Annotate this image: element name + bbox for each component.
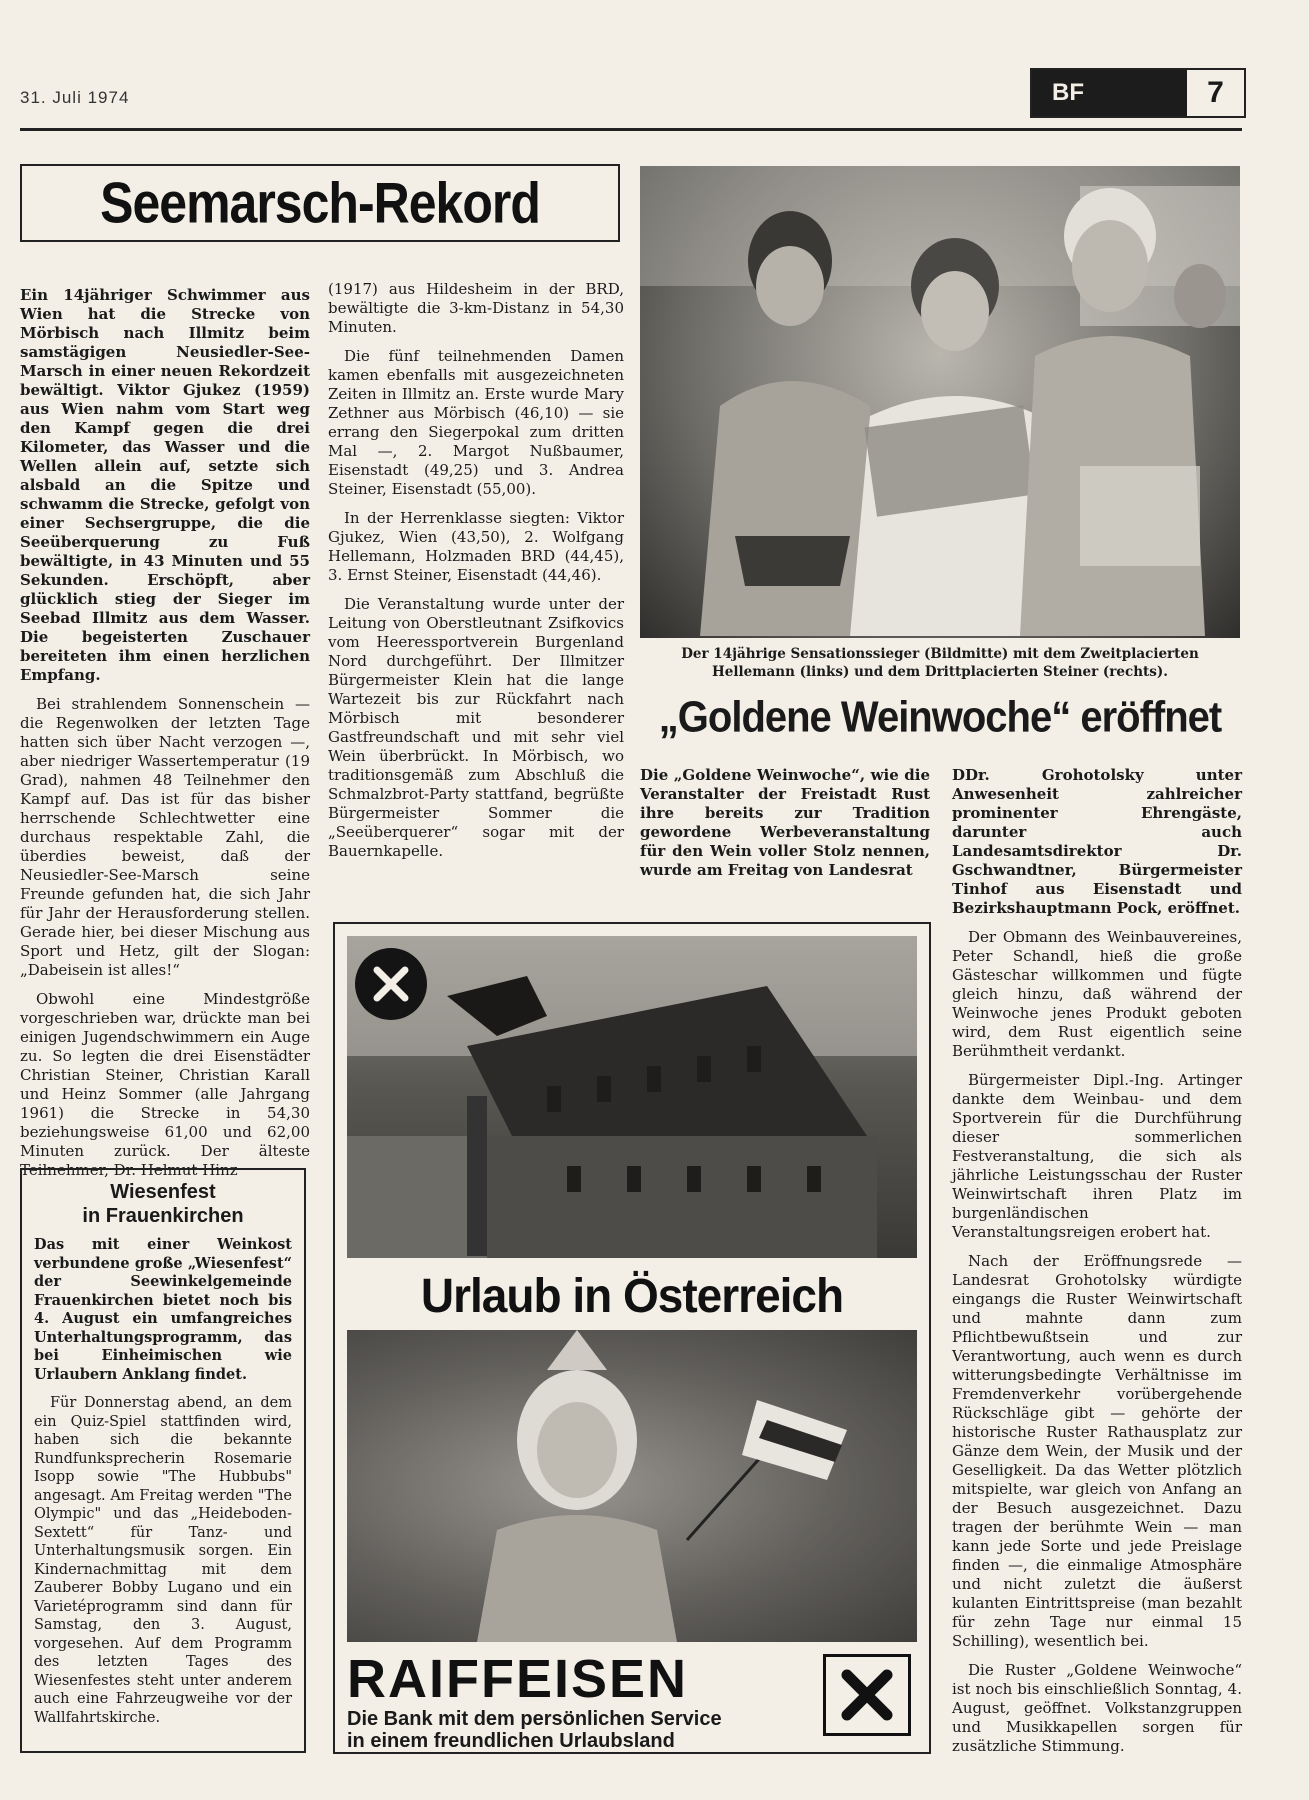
ad-title: Urlaub in Österreich (420, 1267, 844, 1323)
bank-slogan-line1: Die Bank mit dem persönlichen Service (347, 1708, 722, 1730)
girl-illustration (347, 1330, 917, 1642)
article2-lead-col1: Die „Goldene Weinwoche“, wie die Veranstalter der Freistadt Rust ihre bereits zur Tradition gewordene Werbeveranstaltung für den Wein voller Stolz nennen, wurde am Freitag von Landesrat (640, 766, 930, 879)
article-headline: Seemarsch-Rekord (100, 170, 540, 236)
wiesenfest-title-line1: Wiesenfest (110, 1181, 216, 1203)
section-label: BF (1032, 70, 1187, 116)
article-paragraph: Bürgermeister Dipl.-Ing. Artinger dankte dem Weinbau- und dem Sportverein für die Durchführung dieser sommerlichen Festveranstaltung, die sich als jährliche Leistungsschau der Ruster Weinwirtschaft ihren Platz im burgenländischen Veranstaltungsreigen erobert hat. (952, 1071, 1242, 1241)
building-illustration (347, 936, 917, 1258)
bank-slogan (347, 1708, 817, 1752)
article-column-1 (20, 286, 310, 1190)
article-paragraph: Nach der Eröffnungsrede — Landesrat Grohotolsky würdigte eingangs die Ruster Weinwirtschaft und mahnte dann zum Pflichtbewußtsein und zur Verantwortung, auch wenn es durch witterungsbedingte Verhältnisse im Fremdenverkehr vorübergehende Rückschläge gibt — gehörte der historische Ruster Rathausplatz zur Gänze dem Wein, der Musik und der Geselligkeit. Da das Wetter plötzlich mitspielte, war gleich von Anfang an der Besuch ausgezeichnet. Dazu tragen der berühmte Wein — man kann jede Sorte und jede Preislage finden —, die einmalige Atmosphäre und nicht zuletzt die äußerst kulanten Eintrittspreise (man bezahlt für zehn Tage nur einmal 15 Schilling), wesentlich bei. (952, 1252, 1242, 1650)
raiffeisen-seal-icon (355, 948, 427, 1020)
wiesenfest-box (20, 1168, 306, 1753)
article-headline-2: „Goldene Weinwoche“ eröffnet (658, 692, 1222, 742)
photo-caption: Der 14jährige Sensationssieger (Bildmitte) mit dem Zweitplacierten Hellemann (links) und dem Drittplacierten Steiner (rechts). (681, 646, 1199, 680)
article-paragraph: Die Ruster „Goldene Weinwoche“ ist noch bis einschließlich Sonntag, 4. August, geöffnet. Volkstanzgruppen und Musikkapellen sorgen für zusätzliche Stimmung. (952, 1661, 1242, 1755)
wiesenfest-body: Für Donnerstag abend, an dem ein Quiz-Spiel stattfinden wird, haben sich die bekannte Rundfunksprecherin Rosemarie Isopp sowie "The Hubbubs" angesagt. Am Freitag werden "The Olympic" und das „Heideboden-Sextett“ für Tanz- und Unterhaltungsmusik sorgen. Ein Kindernachmittag mit dem Zauberer Bobby Lugano und ein Varietéprogramm sind dann für Samstag, den 3. August, vorgesehen. Auf dem Programm des letzten Tages des Wiesenfestes steht unter anderem auch eine Fahrzeugweihe vor der Wallfahrtskirche. (34, 1395, 292, 1726)
bank-name: RAIFFEISEN (347, 1649, 689, 1709)
page-number: 7 (1207, 76, 1224, 109)
article2-lead-col2: DDr. Grohotolsky unter Anwesenheit zahlreicher prominenter Ehrengäste, darunter auch Landesamtsdirektor Dr. Gschwandtner, Bürgermeister Tinhof aus Eisenstadt und Bezirkshauptmann Pock, eröffnet. (952, 766, 1242, 917)
article-paragraph: Obwohl eine Mindestgröße vorgeschrieben war, drückte man bei einigen Jugendschwimmern ein Auge zu. So legten die drei Eisenstädter Christian Steiner, Christian Karall und Heinz Sommer (alle Jahrgang 1961) die Strecke in 54,30 beziehungsweise 61,00 und 62,00 Minuten zurück. Der älteste Teilnehmer, Dr. Helmut Hinz (20, 990, 310, 1179)
page-indicator (1030, 68, 1246, 118)
article-paragraph: Die fünf teilnehmenden Damen kamen ebenfalls mit ausgezeichneten Zeiten in Illmitz an. Erste wurde Mary Zethner aus Mörbisch (46,10) — sie errang den Siegerpokal zum dritten Mal —, 2. Margot Nußbaumer, Eisenstadt (49,25) und 3. Andrea Steiner, Eisenstadt (55,00). (328, 347, 624, 498)
swimmers-illustration (640, 166, 1240, 638)
wiesenfest-title-line2: in Frauenkirchen (82, 1205, 244, 1227)
bank-slogan-line2: in einem freundlichen Urlaubsland (347, 1730, 675, 1752)
article-paragraph: (1917) aus Hildesheim in der BRD, bewältigte die 3-km-Distanz in 54,30 Minuten. (328, 280, 624, 336)
article-paragraph: Die Veranstaltung wurde unter der Leitung von Oberstleutnant Zsifkovics vom Heeressportverein Burgenland Nord durchgeführt. Der Illmitzer Bürgermeister Klein hat die lange Wartezeit bis zur Rückfahrt nach Mörbisch mit besonderer Gastfreundschaft und mit sehr viel Wein überbrückt. In Mörbisch, wo traditionsgemäß zum Abschluß die Schmalzbrot-Party stattfand, begrüßte Bürgermeister Sommer die „Seeüberquerer“ sogar mit der Bauernkapelle. (328, 595, 624, 860)
wiesenfest-title (34, 1180, 292, 1228)
raiffeisen-advertisement (333, 922, 931, 1754)
ad-building-photo (347, 936, 917, 1258)
article-paragraph: In der Herrenklasse siegten: Viktor Gjukez, Wien (43,50), 2. Wolfgang Hellemann, Holzmaden BRD (44,45), 3. Ernst Steiner, Eisenstadt (44,46). (328, 509, 624, 584)
article2-column (952, 766, 1242, 1766)
swimmers-photo (640, 166, 1240, 638)
article-column-2 (328, 280, 624, 871)
article-headline-box (20, 164, 620, 242)
article-paragraph: Bei strahlendem Sonnenschein — die Regenwolken der letzten Tage hatten sich über Nacht verzogen —, aber niedriger Wassertemperatur (19 Grad), nahmen 48 Teilnehmer den Kampf auf. Das ist für das bisher herrschende Schlechtwetter eine durchaus respektable Zahl, die überdies beweist, daß der Neusiedler-See-Marsch seine Freunde gefunden hat, die sich Jahr für Jahr der Herausforderung stellen. Gerade hier, bei dieser Mischung aus Sport und Hetz, gilt der Slogan: „Dabeisein ist alles!“ (20, 695, 310, 979)
header-rule (20, 128, 1242, 131)
article-paragraph: Der Obmann des Weinbauvereines, Peter Schandl, hieß die große Gästeschar willkommen und fügte gleich hinzu, daß während der Weinwoche jenes Produkt geboten wird, dem Rust eigentlich seine Berühmtheit verdankt. (952, 928, 1242, 1060)
ad-girl-photo (347, 1330, 917, 1642)
raiffeisen-logo-icon (823, 1654, 911, 1736)
article-lead: Ein 14jähriger Schwimmer aus Wien hat die Strecke von Mörbisch nach Illmitz beim samstägigen Neusiedler-See-Marsch in einer neuen Rekordzeit bewältigt. Viktor Gjukez (1959) aus Wien nahm vom Start weg den Kampf gegen die drei Kilometer, das Wasser und die Wellen allein auf, setzte sich alsbald an die Spitze und schwamm die Strecke, gefolgt von einer Sechsergruppe, die die Seeüberquerung zu Fuß bewältigte, in 43 Minuten und 55 Sekunden. Erschöpft, aber glücklich stieg der Sieger im Seebad Illmitz aus dem Wasser. Die begeisterten Zuschauer bereiteten ihm einen herzlichen Empfang. (20, 286, 310, 684)
wiesenfest-lead: Das mit einer Weinkost verbundene große „Wiesenfest“ der Seewinkelgemeinde Frauenkirchen bietet noch bis 4. August ein umfangreiches Unterhaltungsprogramm, das bei Einheimischen wie Urlaubern Anklang findet. (34, 1236, 292, 1383)
issue-date: 31. Juli 1974 (20, 88, 130, 107)
